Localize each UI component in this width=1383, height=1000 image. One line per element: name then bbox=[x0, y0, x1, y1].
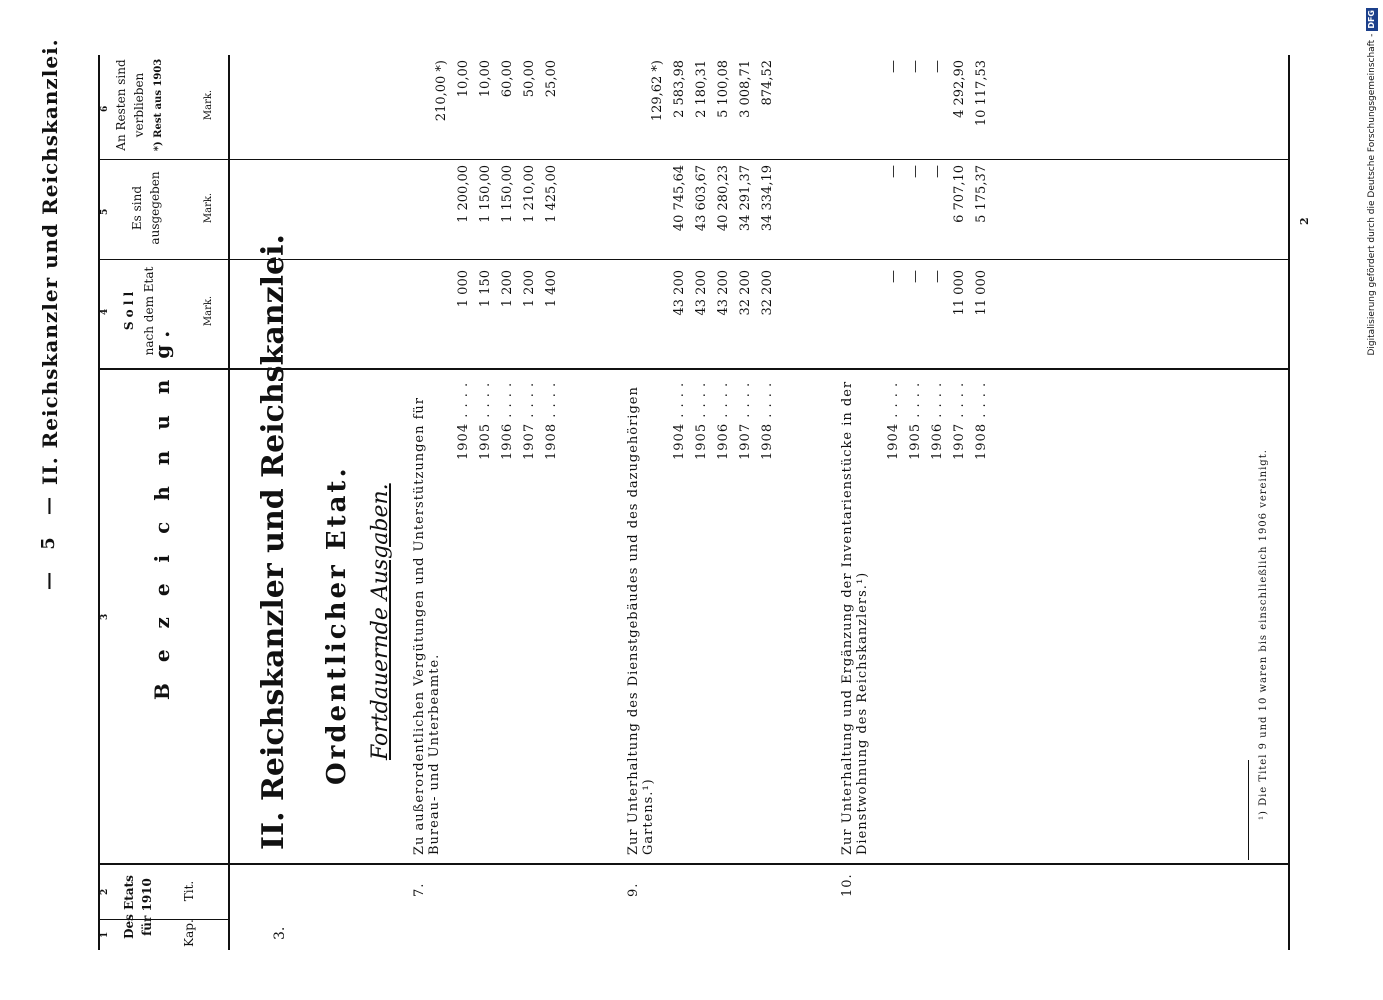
item-10-ausg-1906: — bbox=[930, 165, 945, 178]
table-head-rule bbox=[228, 55, 230, 950]
item-7-year-1906: 1906 . . . . bbox=[500, 381, 515, 460]
item-7-rest-3: 10,00 bbox=[478, 60, 493, 98]
tit-9: 9. bbox=[626, 882, 641, 897]
item-10-rest-1904: — bbox=[886, 60, 901, 73]
item-10-year-1908: 1908 . . . . bbox=[974, 381, 989, 460]
kap-head: Kap. bbox=[182, 919, 196, 947]
item-10-ausg-1908: 5 175,37 bbox=[974, 165, 989, 223]
etats-head: Des Etats für 1910 bbox=[122, 875, 154, 939]
item-7-year-1904: 1904 . . . . bbox=[456, 381, 471, 460]
item-7-desc: Zu außerordentlichen Vergütungen und Unterstützungen für Bureau- und Unterbeamte. bbox=[412, 396, 442, 855]
item-9-rest-1: 129,62 *) bbox=[650, 60, 665, 122]
item-10-year-1907: 1907 . . . . bbox=[952, 381, 967, 460]
item-7-rest-4: 60,00 bbox=[500, 60, 515, 98]
ausgegeben-mark: Mark. bbox=[203, 192, 214, 224]
item-10-rest-1907: 4 292,90 bbox=[952, 60, 967, 118]
soll-sub-head: nach dem Etat bbox=[142, 266, 156, 356]
item-9-year-1907: 1907 . . . . bbox=[738, 381, 753, 460]
page-number: — 5 — bbox=[38, 488, 59, 590]
item-10-ausg-1907: 6 707,10 bbox=[952, 165, 967, 223]
item-9-rest-5: 3 008,71 bbox=[738, 60, 753, 118]
item-10-rest-1906: — bbox=[930, 60, 945, 73]
dfg-credit-text: Digitalisierung gefördert durch die Deutsche Forschungsgemeinschaft - bbox=[1367, 33, 1377, 356]
item-10-year-1905: 1905 . . . . bbox=[908, 381, 923, 460]
item-7-rest-1: 210,00 *) bbox=[434, 60, 449, 122]
item-9-rest-4: 5 100,08 bbox=[716, 60, 731, 118]
item-7-rest-5: 50,00 bbox=[522, 60, 537, 98]
subsubtitle: Fortdauernde Ausgaben. bbox=[368, 483, 393, 760]
item-7-soll-1908: 1 400 bbox=[544, 270, 559, 308]
footnote-rule bbox=[1248, 760, 1249, 860]
item-7-soll-1907: 1 200 bbox=[522, 270, 537, 308]
item-9-year-1908: 1908 . . . . bbox=[760, 381, 775, 460]
item-7-year-1908: 1908 . . . . bbox=[544, 381, 559, 460]
item-9-soll-1907: 32 200 bbox=[738, 270, 753, 316]
bezeichnung-head: B e z e i c h n u n g. bbox=[150, 323, 174, 700]
item-7-ausg-1904: 1 200,00 bbox=[456, 165, 471, 223]
dfg-logo: DFG bbox=[1367, 10, 1376, 29]
tit-7: 7. bbox=[412, 882, 427, 897]
table-bottom-rule bbox=[1288, 55, 1290, 950]
item-10-rest-1908: 10 117,53 bbox=[974, 60, 989, 127]
item-9-rest-3: 2 180,31 bbox=[694, 60, 709, 118]
item-10-rest-1905: — bbox=[908, 60, 923, 73]
reste-mark: Mark. bbox=[203, 89, 214, 121]
item-9-ausg-1904: 40 745,64 bbox=[672, 165, 687, 232]
dfg-sidebar bbox=[1363, 8, 1381, 998]
item-9-ausg-1907: 34 291,37 bbox=[738, 165, 753, 232]
item-10-year-1904: 1904 . . . . bbox=[886, 381, 901, 460]
item-9-ausg-1906: 40 280,23 bbox=[716, 165, 731, 232]
section-title: II. Reichskanzler und Reichskanzlei. bbox=[256, 234, 291, 850]
item-7-rest-2: 10,00 bbox=[456, 60, 471, 98]
item-7-ausg-1907: 1 210,00 bbox=[522, 165, 537, 223]
item-10-soll-1905: — bbox=[908, 270, 923, 283]
item-10-soll-1907: 11 000 bbox=[952, 270, 967, 316]
item-9-soll-1904: 43 200 bbox=[672, 270, 687, 316]
running-title: II. Reichskanzler und Reichskanzlei. bbox=[38, 38, 62, 485]
item-9-ausg-1908: 34 334,19 bbox=[760, 165, 775, 232]
item-9-rest-6: 874,52 bbox=[760, 60, 775, 106]
reste-note: *) Rest aus 1903 bbox=[153, 58, 164, 152]
col-number-4: 4 bbox=[100, 308, 110, 315]
item-9-soll-1905: 43 200 bbox=[694, 270, 709, 316]
subtitle: Ordentlicher Etat. bbox=[322, 465, 352, 785]
item-7-soll-1905: 1 150 bbox=[478, 270, 493, 308]
col-number-5: 5 bbox=[100, 208, 110, 215]
item-9-year-1904: 1904 . . . . bbox=[672, 381, 687, 460]
soll-mark: Mark. bbox=[203, 295, 214, 327]
footnote: ¹) Die Titel 9 und 10 waren bis einschließlich 1906 vereinigt. bbox=[1258, 449, 1269, 820]
item-7-ausg-1906: 1 150,00 bbox=[500, 165, 515, 223]
col-number-1: 1 bbox=[100, 931, 110, 938]
item-9-year-1905: 1905 . . . . bbox=[694, 381, 709, 460]
item-7-ausg-1908: 1 425,00 bbox=[544, 165, 559, 223]
item-10-desc: Zur Unterhaltung und Ergänzung der Inventarienstücke in der Dienstwohnung des Reichskanzlers.¹) bbox=[840, 380, 870, 855]
item-9-rest-2: 2 583,98 bbox=[672, 60, 687, 118]
col-number-3: 3 bbox=[100, 613, 110, 620]
item-9-year-1906: 1906 . . . . bbox=[716, 381, 731, 460]
item-9-desc: Zur Unterhaltung des Dienstgebäudes und des dazugehörigen Gartens.¹) bbox=[626, 386, 656, 855]
page-mark: 2 bbox=[1298, 217, 1311, 225]
tit-head: Tit. bbox=[182, 880, 196, 902]
item-7-soll-1906: 1 200 bbox=[500, 270, 515, 308]
item-10-ausg-1904: — bbox=[886, 165, 901, 178]
ausgegeben-head: Es sind ausgegeben bbox=[130, 171, 162, 245]
col-divider-1-2 bbox=[98, 919, 228, 920]
soll-head: S o l l bbox=[122, 291, 136, 331]
kapitel-number: 3. bbox=[272, 926, 288, 940]
item-10-year-1906: 1906 . . . . bbox=[930, 381, 945, 460]
item-7-ausg-1905: 1 150,00 bbox=[478, 165, 493, 223]
item-10-soll-1904: — bbox=[886, 270, 901, 283]
col-number-6: 6 bbox=[100, 105, 110, 112]
reste-head: An Resten sind verblieben bbox=[114, 59, 146, 151]
item-10-soll-1906: — bbox=[930, 270, 945, 283]
item-10-soll-1908: 11 000 bbox=[974, 270, 989, 316]
item-7-rest-6: 25,00 bbox=[544, 60, 559, 98]
tit-10: 10. bbox=[840, 873, 855, 897]
item-7-soll-1904: 1 000 bbox=[456, 270, 471, 308]
table-top-rule bbox=[98, 55, 100, 950]
item-7-year-1907: 1907 . . . . bbox=[522, 381, 537, 460]
col-number-2: 2 bbox=[100, 888, 110, 895]
item-9-soll-1906: 43 200 bbox=[716, 270, 731, 316]
item-9-soll-1908: 32 200 bbox=[760, 270, 775, 316]
col-divider-2-3 bbox=[98, 863, 1290, 865]
item-9-ausg-1905: 43 603,67 bbox=[694, 165, 709, 232]
item-7-year-1905: 1905 . . . . bbox=[478, 381, 493, 460]
item-10-ausg-1905: — bbox=[908, 165, 923, 178]
